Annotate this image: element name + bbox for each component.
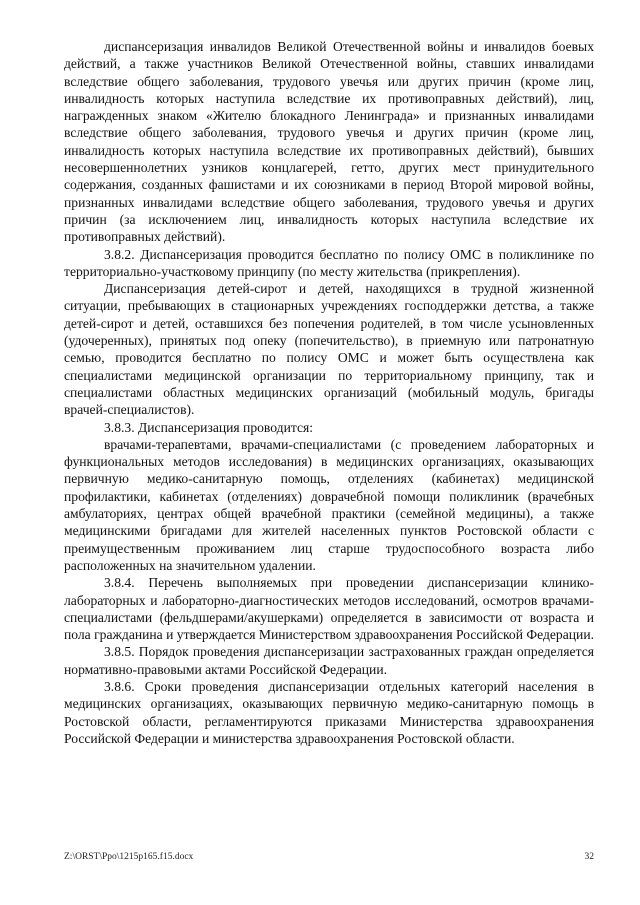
paragraph-3-8-6: 3.8.6. Сроки проведения диспансеризации отдельных категорий населения в медицинских организациях, оказывающих первичную медико-санитарную помощь в Ростовской области, регламентируются приказами Министерства здравоохранения Российской Федерации и министерства здравоохранения Ростовской области. [64,678,594,746]
page-number: 32 [584,852,594,862]
document-body [64,38,594,747]
paragraph-disabled-veterans: диспансеризация инвалидов Великой Отечественной войны и инвалидов боевых действий, а также участников Великой Отечественной войны, ставших инвалидами вследствие общего заболевания, трудового увечья или других причин (кроме лиц, инвалидность которых наступила вследствие их противоправных действий), лиц, награжденных знаком «Жителю блокадного Ленинграда» и признанных инвалидами вследствие общего заболевания, трудового увечья и других причин (кроме лиц, инвалидность которых наступила вследствие их противоправных действий), бывших несовершеннолетних узников концлагерей, гетто, других мест принудительного содержания, созданных фашистами и их союзниками в период Второй мировой войны, признанных инвалидами вследствие общего заболевания, трудового увечья и других причин (за исключением лиц, инвалидность которых наступила вследствие их противоправных действий). [64,39,594,245]
paragraph-3-8-2: 3.8.2. Диспансеризация проводится бесплатно по полису ОМС в поликлинике по территориально-участковому принципу (по месту жительства (прикрепления). [64,246,594,279]
footer-file-path: Z:\ORST\Ppo\1215p165.f15.docx [64,852,194,862]
paragraph-3-8-5: 3.8.5. Порядок проведения диспансеризации застрахованных граждан определяется нормативно-правовыми актами Российской Федерации. [64,644,594,677]
page-footer [64,851,594,863]
paragraph-orphans: Диспансеризация детей-сирот и детей, находящихся в трудной жизненной ситуации, пребывающих в стационарных учреждениях господдержки детства, а также детей-сирот и детей, оставшихся без попечения родителей, в том числе усыновленных (удочеренных), принятых под опеку (попечительство), в приемную или патронатную семью, проводится бесплатно по полису ОМС и может быть осуществлена как специалистами медицинской организации по территориальному принципу, так и специалистами областных медицинских организаций (мобильный модуль, бригады врачей-специалистов). [64,281,594,418]
paragraph-3-8-4: 3.8.4. Перечень выполняемых при проведении диспансеризации клинико-лабораторных и лабораторно-диагностических методов исследований, осмотров врачами-специалистами (фельдшерами/акушерками) определяется в зависимости от возраста и пола гражданина и утверждается Министерством здравоохранения Российской Федерации. [64,575,594,643]
paragraph-3-8-3: 3.8.3. Диспансеризация проводится: [104,419,314,435]
paragraph-therapists: врачами-терапевтами, врачами-специалистами (с проведением лабораторных и функциональных методов исследования) в медицинских организациях, оказывающих первичную медико-санитарную помощь, отделениях (кабинетах) медицинской профилактики, кабинетах (отделениях) доврачебной помощи поликлиник (врачебных амбулаториях, центрах общей врачебной практики (семейной медицины), а также медицинскими бригадами для жителей населенных пунктов Ростовской области с преимущественным проживанием лиц старше трудоспособного возраста либо расположенных на значительном удалении. [64,436,594,573]
